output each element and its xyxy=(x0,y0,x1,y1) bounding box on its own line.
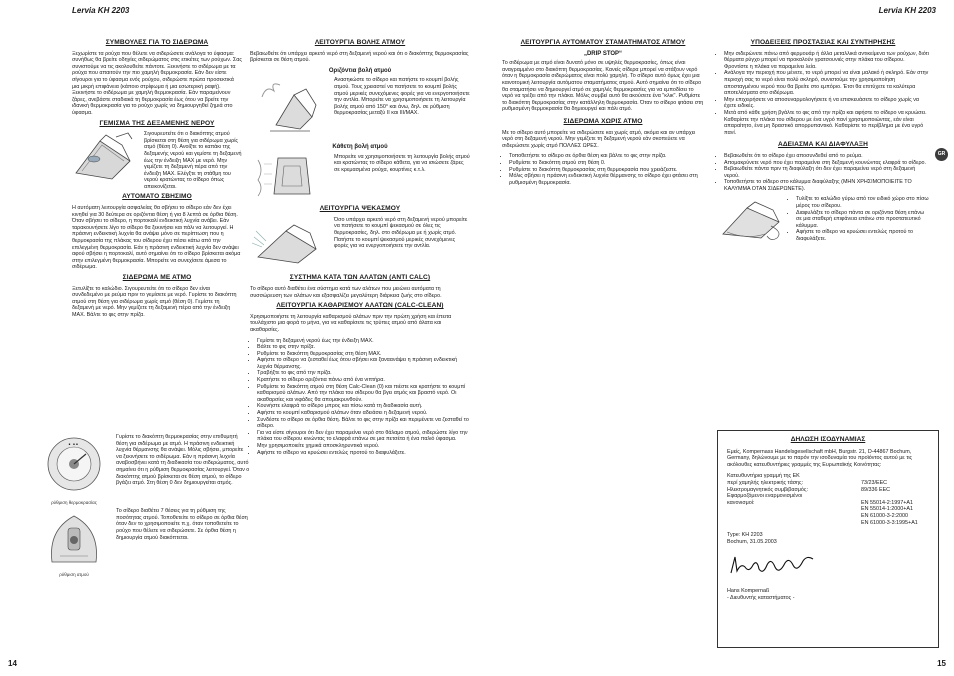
storage-figure xyxy=(717,196,789,245)
iron-fill-icon xyxy=(72,131,138,183)
declaration-row-key: κανονισμοί: xyxy=(727,499,755,506)
dry-ironing-step: • Τοποθετήστε το σίδερο σε όρθια θέση και βάλτε το φις στην πρίζα. xyxy=(509,153,704,160)
steam-regulator-caption: ρύθμιση ατμού xyxy=(59,571,89,577)
calc-clean-step: • Γεμίστε τη δεξαμενή νερού έως την ένδειξη MAX. xyxy=(257,338,470,345)
iron-storage-icon xyxy=(717,196,789,242)
declaration-row-value: EN 61000-3-3:1995+A1 xyxy=(861,519,918,526)
wrap-step: • Διαφυλάξτε το σίδερο πάντα σε οριζόντια θέση επάνω σε μια σταθερή επιφάνεια επάνω στο προστατευτικό κάλυμμα. xyxy=(796,210,929,230)
section-title-dry-ironing: ΣΙΔΕΡΩΜΑ ΧΩΡΙΣ ΑΤΜΟ xyxy=(563,117,643,125)
section-title-spray: ΛΕΙΤΟΥΡΓΙΑ ΨΕΚΑΣΜΟΥ xyxy=(319,205,401,213)
column-1 xyxy=(72,40,242,323)
column-1-lower xyxy=(38,434,250,580)
horizontal-shot-title: Οριζόντια βολή ατμού xyxy=(328,67,392,74)
column-3 xyxy=(502,40,704,190)
declaration-row-value: 73/23/EEC xyxy=(861,479,888,486)
declaration-row-value: EN 55014-2:1997+A1 xyxy=(861,499,914,506)
dry-ironing-step: • Ρυθμίστε το διακόπτη ατμού στη θέση 0. xyxy=(509,160,704,167)
page-number-left: 14 xyxy=(8,659,17,668)
section-title-calc-clean: ΛΕΙΤΟΥΡΓΙΑ ΚΑΘΑΡΙΣΜΟΥ ΑΛΑΤΩΝ (CALC-CLEAN) xyxy=(276,302,444,310)
dry-ironing-steps xyxy=(502,153,704,186)
calc-clean-step: • Αφήστε το σίδερο να κρυώσει εντελώς προτού το διαφυλάξετε. xyxy=(257,450,470,457)
shot-of-steam-text: Βεβαιωθείτε ότι υπάρχει αρκετό νερό στη δεξαμενή νερού και ότι ο διακόπτης θερμοκρασίας βρίσκεται σε θέση ατμού. xyxy=(250,50,469,64)
spray-text: Όσο υπάρχει αρκετό νερό στη δεξαμενή νερού μπορείτε να πατήσετε το κουμπί ψεκασμού σε όλες τις θερμοκρασίες, δηλ. στο σιδέρωμα με ή χωρίς ατμό. Πατήστε το κουμπί ψεκασμού μερικές συνεχόμενες φορές για να ενεργοποιήσετε την αντλία. xyxy=(334,216,468,250)
calc-clean-step: • Κουνήστε ελαφρά το σίδερο μπρος και πίσω κατά τη διαδικασία αυτή. xyxy=(257,403,470,410)
calc-clean-text: Χρησιμοποιήστε τη λειτουργία καθαρισμού αλάτων πριν την πρώτη χρήση και έπειτα τουλάχιστο μια φορά το μήνα, για να καθαρίσετε τις τρύπες ατμού από άλατα και ακαθαρσίες. xyxy=(250,313,452,333)
declaration-row-key xyxy=(727,520,861,527)
declaration-row-key: Κατευθυντήρια γραμμή της ΕΚ xyxy=(727,473,800,480)
declaration-signer-role: - Διευθυντής καταστήματος - xyxy=(727,594,795,601)
dry-ironing-text: Με το σίδερο αυτό μπορείτε να σιδερώσετε και χωρίς ατμό, ακόμα και αν υπάρχει νερό στη δεξαμενή νερού. Μην γεμίζετε τη δεξαμενή νερού εάν σκοπεύετε να σιδερώσετε χωρίς ατμό ΠΟΛΛΕΣ ΩΡΕΣ. xyxy=(502,129,696,149)
wrap-step: • Τυλίξτε το καλώδιο γύρω από τον ειδικό χώρο στο πίσω μέρος του σίδερου. xyxy=(796,196,929,209)
declaration-row xyxy=(727,473,929,480)
declaration-row-value: EN 55014-1:2000+A1 xyxy=(861,506,914,513)
iron-spray-icon xyxy=(250,217,328,267)
declaration-intro: Εμείς, Kompernass Handelsgesellschaft mbH, Burgstr. 21, D-44867 Bochum, Germany, δηλώνουμε με το παρόν την ισοδυναμία του προϊόντος αυτού με τις ακόλουθες κατευθυντήριες γραμμές της Ευρωπαϊκής Κοινότητας: xyxy=(727,448,913,468)
handwritten-signature-icon xyxy=(727,553,817,579)
steam-regulator-icon xyxy=(38,510,110,568)
svg-text:• ••: • •• xyxy=(68,442,79,448)
drip-stop-subtitle: „DRIP STOP“ xyxy=(583,50,623,57)
empty-step: • Βεβαιωθείτε ότι το σίδερο έχει αποσυνδεθεί από το ρεύμα. xyxy=(724,153,929,160)
calc-clean-step: • Τραβήξτε το φις από την πρίζα. xyxy=(257,370,470,377)
calc-clean-step: • Ρυθμίστε το διακόπτη ατμού στη θέση Calc-Clean (0) και πιέστε και κρατήστε το κουμπί καθαρισμού αλάτων. Από την πλάκα του σίδερου θα βγει ατμός και βραστό νερό. Οι ακαθαρσίες και νιφάδες θα απομακρυνθούν. xyxy=(257,384,470,404)
declaration-row-key: περί χαμηλής ηλεκτρικής τάσης: xyxy=(727,479,804,486)
section-title-steam-ironing: ΣΙΔΕΡΩΜΑ ΜΕ ΑΤΜΟ xyxy=(122,274,192,281)
section-title-safety: ΣΥΜΒΟΥΛΕΣ ΓΙΑ ΤΟ ΣΙΔΕΡΩΜΑ xyxy=(105,39,209,46)
right-page-header: Lervia KH 2203 xyxy=(878,6,936,15)
section-title-shot-of-steam: ΛΕΙΤΟΥΡΓΙΑ ΒΟΛΗΣ ΑΤΜΟΥ xyxy=(314,39,406,46)
vertical-shot-title: Κάθετη βολή ατμού xyxy=(332,143,388,150)
declaration-box xyxy=(717,430,939,648)
empty-step: • Τοποθετήστε το σίδερο στο κάλυμμα διαφύλαξης (ΜΗΝ ΧΡΗΣΙΜΟΠΟΙΕΙΤΕ ΤΟ ΚΑΛΥΜΜΑ ΟΤΑΝ ΣΙΔΕΡΩΝΕΤΕ). xyxy=(724,179,929,192)
wrap-steps xyxy=(789,196,929,242)
section-title-drip-stop: ΛΕΙΤΟΥΡΓΙΑ ΑΥΤΟΜΑΤΟΥ ΣΤΑΜΑΤΗΜΑΤΟΣ ΑΤΜΟΥ xyxy=(520,39,686,46)
care-step: • Ανάλογα την περιοχή που μένετε, το νερό μπορεί να είναι μαλακό ή σκληρό. Εάν στην περιοχή σας το νερό είναι πολύ σκληρό, συνιστούμε την χρησιμοποίηση αποσταγμένου νερού που θα βρείτε στο εμπόριο. Έτσι θα επιτύχετε τα καλύτερα αποτελέσματα στο σιδέρωμα. xyxy=(724,70,929,96)
signature xyxy=(727,553,929,582)
declaration-row-value: 89/336 EEC xyxy=(861,486,891,493)
dry-ironing-step: • Ρυθμίστε το διακόπτη θερμοκρασίας στη θερμοκρασία που χρειάζεστε. xyxy=(509,167,704,174)
horizontal-shot-figure xyxy=(250,77,328,138)
declaration-row xyxy=(727,513,929,520)
section-title-care: ΥΠΟΔΕΙΞΕΙΣ ΠΡΟΣΤΑΣΙΑΣ ΚΑΙ ΣΥΝΤΗΡΗΣΗΣ xyxy=(750,39,896,46)
declaration-row xyxy=(727,520,929,527)
declaration-row-key: Ηλεκτρομαγνητικός συμβιβασμός: xyxy=(727,486,808,493)
calc-clean-step: • Αφήστε το σίδερο να ζεσταθεί έως ότου σβήσει και ξαναανάψει η πράσινη ενδεικτική λυχνία θέρμανσης. xyxy=(257,357,470,370)
care-step: • Μην σιδερώνετε πάνω από φερμουάρ ή άλλα μεταλλικά αντικείμενα των ρούχων, διότι θέρματα ρύγχο μπορεί να προκαλούν γρατσουνιές στην πλάκα του σίδερου. Φροντίστε η πλάκα να παραμείνει λεία. xyxy=(724,51,929,71)
declaration-row-value xyxy=(861,493,929,500)
declaration-title: ΔΗΛΩΣΗ ΙΣΟΔΥΝΑΜΙΑΣ xyxy=(790,436,866,443)
fill-text: Σιγουρευτείτε ότι ο διακόπτης ατμού βρίσκεται στη θέση για σιδέρωμα χωρίς ατμό (θέση 0). Ανοίξτε το καπάκι της δεξαμενής νερού και γεμίστε τη δεξαμενή έως την ένδειξη MAX με νερό. Μην γεμίζετε τη δεξαμενή πέρα από την ένδειξη MAX. Ελέγξτε τη στάθμη του νερού κρατώντας το σίδερο όπως απεικονίζεται. xyxy=(144,131,242,190)
calc-clean-step: • Συνδέστε το σίδερο σε όρθια θέση. Βάλτε το φις στην πρίζα και περιμένετε να ζεσταθεί το σίδερο. xyxy=(257,417,470,430)
column-2 xyxy=(250,40,470,460)
safety-text: Ξεχωρίστε τα ρούχα που θέλετε να σιδερώσετε ανάλογα το ύφασμα: συνήθως θα βρείτε οδηγίες σιδερώματος στις ετικέτες των ρούχων. Σας συνιστούμε να τις ακολουθείτε πάντοτε. Ξεκινήστε το σιδέρωμα με τα ρούχα που απαιτούν την πιο χαμηλή θερμοκρασία. Εάν δεν είστε σίγουροι για το ύφασμα ενός ρούχου, σιδερώστε πρώτα προσεκτικά μια μικρή επιφάνεια (κάποιο στρίφωμα ή μια εσωτερική ραφή). Ξεκινήστε το σιδέρωμα με χαμηλή θερμοκρασία. Εάν παραμείνουν ζάρες, ανεβάστε σταδιακά τη θερμοκρασία έως ότου να βρείτε την ιδανική θερμοκρασία για το ρούχο χωρίς να δημιουργηθεί ζημιά στο ύφασμα. xyxy=(72,50,242,116)
language-tab: GR xyxy=(935,148,948,161)
section-title-empty-storage: ΑΔΕΙΑΣΜΑ ΚΑΙ ΔΙΑΦΥΛΑΞΗ xyxy=(777,141,869,149)
iron-vertical-steam-icon xyxy=(250,154,328,198)
section-title-anticalc: ΣΥΣΤΗΜΑ ΚΑΤΑ ΤΩΝ ΑΛΑΤΩΝ (ANTI CALC) xyxy=(289,274,431,282)
empty-step: • Απομακρύνετε νερό που έχει παραμείνει στη δεξαμενή κουνώντας ελαφρά το σίδερο. xyxy=(724,160,929,167)
calc-clean-step: • Αφήστε το κουμπί καθαρισμού αλάτων όταν αδειάσει η δεξαμενή νερού. xyxy=(257,410,470,417)
empty-step: • Βεβαιωθείτε πάντα πριν τη διαφύλαξη ότι δεν έχει παραμείνει νερό στη δεξαμενή νερού. xyxy=(724,166,929,179)
declaration-row xyxy=(727,506,929,513)
thermostat-figure xyxy=(38,434,110,506)
calc-clean-steps xyxy=(250,338,470,457)
declaration-row-value xyxy=(861,473,929,480)
declaration-row-key: Εφαρμοζόμενοι εναρμονισμένοι xyxy=(727,493,803,500)
section-title-auto-off: ΑΥΤΟΜΑΤΟ ΣΒΗΣΙΜΟ xyxy=(122,193,192,201)
care-steps xyxy=(717,51,929,137)
page-number-right: 15 xyxy=(937,659,946,668)
declaration-row-value: EN 61000-3-2:2000 xyxy=(861,512,909,519)
calc-clean-step: • Μην χρησιμοποιείτε χημικά αποσκληρυντικά νερού. xyxy=(257,443,470,450)
anticalc-text: Το σίδερο αυτό διαθέτει ένα σύστημα κατά των αλάτων που μειώνει αυτόματα τη συσσώρευση των αλάτων και εξασφαλίζει μεγαλύτερη διάρκεια ζωής στο σίδερο. xyxy=(250,285,442,299)
iron-steam-shot-icon xyxy=(250,77,328,135)
vertical-shot-figure xyxy=(250,154,328,201)
thermostat-text: Γυρίστε το διακόπτη θερμοκρασίας στην επιθυμητή θέση για σιδέρωμα με ατμό. Η πράσινη ενδεικτική λυχνία θέρμανσης θα ανάψει. Μόλις σβήσει, μπορείτε να ξεκινήσετε το σιδέρωμα. Εάν η πράσινη λυχνία αναβοσβήνει κατά τη διαδικασία του σιδερώματος, αυτό σημαίνει ότι η ρύθμιση θερμοκρασίας λειτουργεί. Όταν ο διακόπτης ατμού βρίσκεται σε θέση ατμού, το σίδερο βγάζει ατμό. Στη θέση 0 δεν δημιουργείται ατμός. xyxy=(116,434,250,487)
calc-clean-step: • Κρατήστε το σίδερο οριζόντια πάνω από ένα νιπτήρα. xyxy=(257,377,470,384)
declaration-signer: Hans Kompernaß xyxy=(727,587,770,594)
steam-regulator-text: Το σίδερο διαθέτει 7 θέσεις για τη ρύθμιση της ποσότητας ατμού. Τοποθετείτε το σίδερο σε όρθια θέση όταν δεν το χρησιμοποιείτε π.χ. όταν τοποθετείτε το ρούχο που θέλετε να σιδερώσετε. Σε όρθια θέση η δημιουργία ατμού διακόπτεται. xyxy=(116,508,248,541)
declaration-row xyxy=(727,480,929,487)
spray-figure xyxy=(250,217,328,270)
steam-regulator-figure xyxy=(38,510,110,578)
care-step: • Μην επιχειρήσετε να αποσυναρμολογήσετε ή να επισκευάσετε το σίδερο χωρίς να έχετε ειδικές. xyxy=(724,97,929,110)
drip-stop-text: Το σιδέρωμα με ατμό είναι δυνατό μόνο σε υψηλές θερμοκρασίες, όπως είναι αναγραμμένο στο διακόπτη θερμοκρασίας. Κανείς σίδερα μπορεί να στάξουν νερό όταν η θερμοκρασία σιδερώματος είναι πολύ χαμηλή. Το σίδερο αυτό όμως έχει μια καινοτομική λειτουργία αυτόματου σταματήματος ατμού. Αυτό σημαίνει ότι το σίδερο θα σταματήσει να δημιουργεί ατμό σε χαμηλές θερμοκρασίες για να εμποδίσει το νερό να τρέξει από την πλάκα. Μόλις συμβεί αυτό θα ακούσετε ένα "κλικ". Ρυθμίστε το διακόπτη θερμοκρασίας στην κατάλληλη θερμοκρασία. Όταν το σίδερο φτάσει στη ρυθμισμένη θερμοκρασία θα δημιουργεί και πάλι ατμό. xyxy=(502,60,704,113)
auto-off-text: Η αυτόματη λειτουργία ασφαλείας θα σβήσει το σίδερο εάν δεν έχει κινηθεί για 30 δεύτερα σε οριζόντια θέση ή για 8 λεπτά σε όρθια θέση. Όταν σβήσει το σίδερο, η πορτοκαλί ενδεικτική λυχνία ανάβει. Εάν ταρακουνήσετε λίγο το σίδερο θα ξεκινήσει και πάλι να λειτουργεί. Η πράσινη ενδεικτική λυχνία θα ανάψει μόνο σε περίπτωση που η θερμοκρασία της πλάκας του σίδερου έχει πέσει κάτω από την επιλεγμένη θερμοκρασία. Εάν η πράσινη ενδεικτική λυχνία δεν ανάψει αφού σβήσει η πορτοκαλί, αυτό σημαίνει ότι το σίδερο βρίσκεται ακόμα στην επιλεγμένη θερμοκρασία. Μπορείτε να συνεχίσετε άμεσα το σιδέρωμα. xyxy=(72,205,241,271)
vertical-shot-text: Μπορείτε να χρησιμοποιήσετε τη λειτουργία βολής ατμού και κρατώντας το σίδερο κάθετα, για να ισιώσετε ζάρες σε κρεμασμένα ρούχα, κουρτίνες κ.τ.λ. xyxy=(334,153,470,173)
horizontal-shot-text: Ανασηκώστε το σίδερο και πατήστε το κουμπί βολής ατμού. Τους χρειαστεί να πατήσετε το κουμπί βολής ατμού μερικές συνεχόμενες φορές για να ενεργοποιήσετε την αντλία. Μπορείτε να χρησιμοποιήσετε τη λειτουργία βολής ατμού από 150° και άνω, δηλ. σε ρύθμιση θερμοκρασίας μεταξύ II και III/MAX. xyxy=(334,77,470,117)
left-page-header: Lervia KH 2203 xyxy=(72,6,130,15)
dry-ironing-step: • Μόλις σβήσει η πράσινη ενδεικτική λυχνία θέρμανσης το σίδερο έχει φτάσει στη ρυθμισμένη θερμοκρασία. xyxy=(509,173,704,186)
empty-steps xyxy=(717,153,929,193)
care-step: • Μετά από κάθε χρήση βγάλτε το φις από την πρίζα και αφήστε το σίδερο να κρυώσει. Καθαρίστε την πλάκα του σίδερου με ένα υγρό πανί χρησιμοποιώντας, εάν είναι απαραίτητο, ένα μη δραστικό απορρυπαντικό. Καθαρίστε το περίβλημα με ένα υγρό πανί. xyxy=(724,110,929,136)
calc-clean-step: • Για να είστε σίγουροι ότι δεν έχει παραμείνει νερό στο θάλαμο ατμού, σιδερώστε λίγο την πλάκα του σίδερου κινώντας το ελαφρά επάνω σε μια πετσέτα ή ένα παλιό ύφασμα. xyxy=(257,430,470,443)
column-4 xyxy=(717,40,929,247)
declaration-row xyxy=(727,493,929,500)
steam-ironing-text: Ξετυλίξτε το καλώδιο. Σιγουρευτείτε ότι το σίδερο δεν είναι συνδεδεμένο με ρεύμα πριν το γεμίσετε με νερό. Γυρίστε το διακόπτη ατμού στη θέση για σιδέρωμα χωρίς ατμό (θέση 0). Γεμίστε τη δεξαμενή με νερό. Μην γεμίζετε τη δεξαμενή πέρα από την ένδειξη MAX. Βάλτε το φις στην πρίζα. xyxy=(72,285,237,318)
thermostat-caption: ρύθμιση θερμοκρασίας xyxy=(51,499,97,505)
declaration-row-key xyxy=(727,506,861,513)
declaration-place-date: Bochum, 31.05.2003 xyxy=(727,538,777,545)
fill-illustration xyxy=(72,131,138,186)
calc-clean-step: • Ρυθμίστε το διακόπτη θερμοκρασίας στη θέση MAX. xyxy=(257,351,470,358)
declaration-row xyxy=(727,500,929,507)
wrap-step: • Αφήστε το σίδερο να κρυώσει εντελώς προτού το διαφυλάξετε. xyxy=(796,229,929,242)
calc-clean-step: • Βάλτε το φις στην πρίζα. xyxy=(257,344,470,351)
thermostat-dial-icon xyxy=(38,434,110,496)
section-title-fill: ΓΕΜΙΣΜΑ ΤΗΣ ΔΕΞΑΜΕΝΗΣ ΝΕΡΟΥ xyxy=(99,119,215,127)
declaration-row-key xyxy=(727,513,861,520)
declaration-type: Type: KH 2203 xyxy=(727,532,763,539)
